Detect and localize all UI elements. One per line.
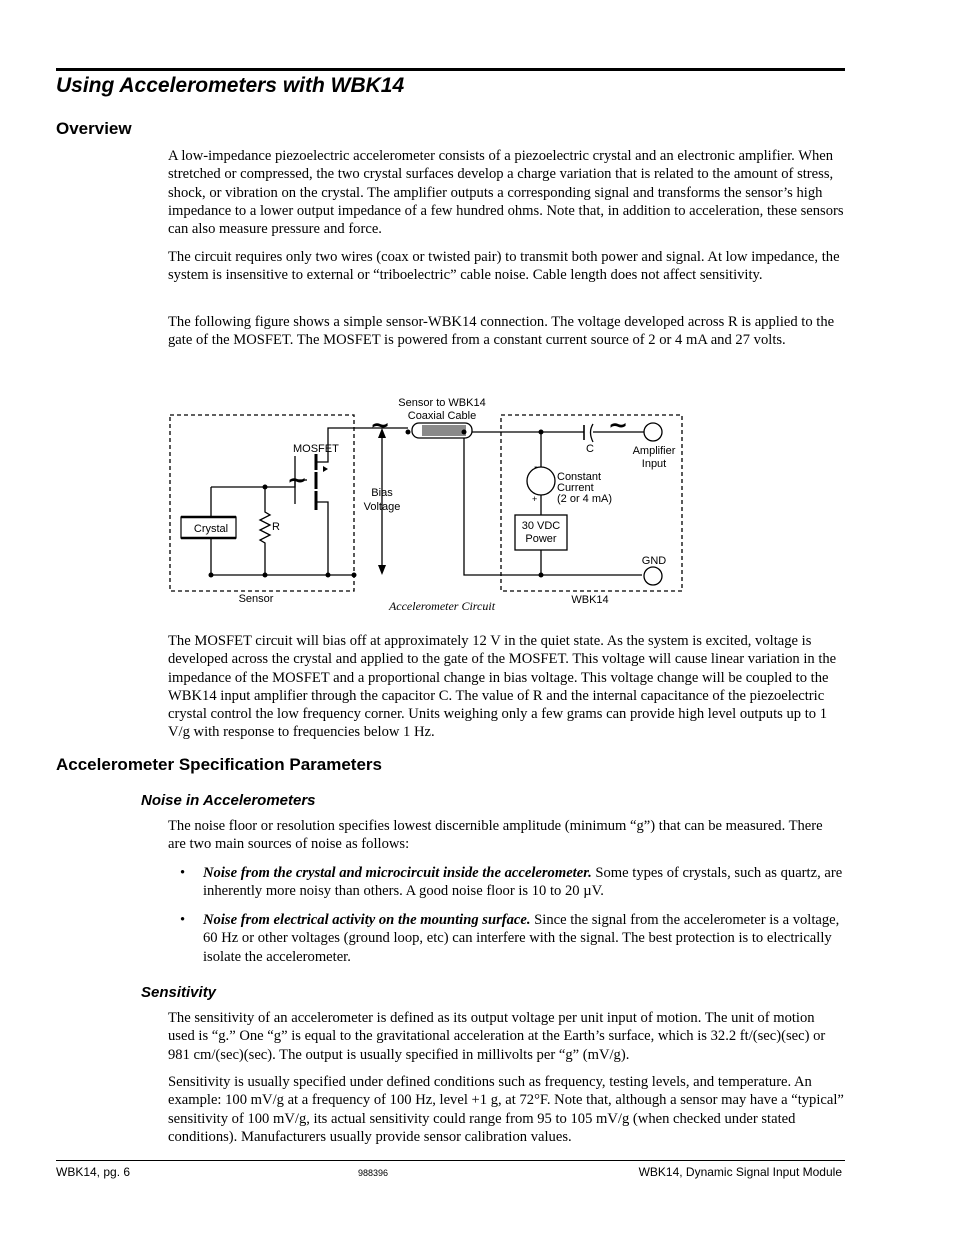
- amplifier-label-line1: Amplifier: [632, 445, 676, 457]
- bullet-symbol: •: [180, 865, 186, 881]
- capacitor-label: C: [586, 443, 594, 455]
- sensitivity-paragraph-2: Sensitivity is usually specified under defined conditions such as frequency, testing levels, and temperature. An example: 100 mV/g at a frequency of 100 Hz, level +1 g, at 72°F. Note that, although a sensor may have a “typical” sensitivity of 100 mV/g, its actual sensitivity could range from 95 to 105 mV/g (when checked under stated conditions). Manufacturers usually provide sensor calibration values.: [168, 1074, 844, 1145]
- sensitivity-paragraph-1: The sensitivity of an accelerometer is defined as its output voltage per unit input of motion. The unit of motion used is “g.” One “g” is equal to the gravitational acceleration at the Earth’s surface, which is 32.2 ft/(sec)(sec) or 981 cm/(sec)(sec). The output is usually specified in millivolts per “g” (mV/g).: [168, 1010, 826, 1063]
- cc-plus-sign: +: [532, 494, 538, 504]
- gnd-terminal: [644, 567, 662, 585]
- overview-paragraph-1: A low-impedance piezoelectric accelerometer consists of a piezoelectric crystal and an electronic amplifier. When stretched or compressed, the two crystal surfaces develop a charge variation that is related to the amount of stress, shock, or vibration on the crystal. The amplifier outputs a corresponding signal and transforms the sensor’s high impedance to a lower output impedance of a few hundred ohms. Note that, in addition to acceleration, these sensors can also measure pressure and force.: [168, 148, 844, 238]
- power-label-line1: 30 VDC: [521, 520, 561, 532]
- ac-signal-tilde-mosfet: ~: [287, 466, 308, 494]
- ac-signal-tilde-output: ~: [608, 411, 629, 439]
- footer-module-title: WBK14, Dynamic Signal Input Module: [638, 1165, 842, 1179]
- footer-document-number: 988396: [358, 1168, 389, 1178]
- bias-label-line1: Bias: [371, 487, 393, 499]
- cc-label-line1: Constant: [557, 471, 602, 483]
- crystal-label: Crystal: [193, 523, 229, 535]
- cable-label-line1: Sensor to WBK14: [398, 397, 486, 409]
- cable-label-line2: Coaxial Cable: [407, 410, 477, 422]
- sensitivity-heading: Sensitivity: [141, 984, 217, 1001]
- wbk14-label: WBK14: [571, 594, 609, 606]
- bullet-lead: Noise from electrical activity on the mounting surface.: [203, 912, 531, 928]
- cc-label-line2: Current: [557, 482, 594, 494]
- noise-heading: Noise in Accelerometers: [141, 792, 316, 809]
- source-wire: [316, 502, 328, 575]
- mosfet-label: MOSFET: [293, 443, 339, 455]
- spec-heading: Accelerometer Specification Parameters: [56, 755, 382, 774]
- overview-paragraph-3: The following figure shows a simple sensor-WBK14 connection. The voltage developed across R is applied to the gate of the MOSFET. The MOSFET is powered from a constant current source of 2 or 4 mA and 27 volts.: [168, 314, 835, 349]
- noise-paragraph: The noise floor or resolution specifies lowest discernible amplitude (minimum “g”) that can be measured. There are two main sources of noise as follows:: [168, 818, 823, 853]
- resistor-label: R: [272, 521, 280, 533]
- bias-label-line2: Voltage: [363, 501, 401, 513]
- sensor-enclosure: [170, 415, 354, 591]
- ac-signal-tilde-cable: ~: [370, 411, 391, 439]
- footer-page-number: WBK14, pg. 6: [56, 1165, 131, 1179]
- overview-heading: Overview: [56, 119, 132, 138]
- coax-shading: [422, 425, 466, 436]
- mosfet-arrow: [323, 466, 328, 472]
- bullet-body: Since the signal from the accelerometer is a voltage, 60 Hz or other voltages (ground loop, etc) can interfere with the signal. The best protection is to electrically isolate the accelerometer.: [203, 912, 840, 965]
- overview-paragraph-4: The MOSFET circuit will bias off at approximately 12 V in the quiet state. As the system is excited, voltage is developed across the crystal and applied to the gate of the MOSFET. This voltage will cause linear variation in the impedance of the MOSFET and a proportional change in bias voltage. This voltage change will be coupled to the WBK14 input amplifier through the capacitor C. The value of R and the internal capacitance of the piezoelectric crystal control the low frequency corner. Units weighing only a few grams can provide high level outputs up to 1 V/g with response to frequencies below 1 Hz.: [168, 633, 837, 741]
- figure-caption: Accelerometer Circuit: [388, 599, 496, 613]
- bullet-body: Some types of crystals, such as quartz, are inherently more noisy than others. A good noise floor is 10 to 20 µV.: [203, 865, 843, 900]
- bottom-rule: [56, 1160, 845, 1161]
- accelerometer-circuit-figure: [160, 390, 700, 620]
- cc-label-line3: (2 or 4 mA): [557, 493, 613, 505]
- page-title: Using Accelerometers with WBK14: [56, 74, 405, 97]
- circuit-diagram: [160, 390, 700, 620]
- bullet-text: [203, 911, 844, 966]
- bullet-text: [203, 864, 844, 901]
- overview-paragraph-2: The circuit requires only two wires (coax or twisted pair) to transmit both power and signal. At low impedance, the system is insensitive to external or “triboelectric” cable noise. Cable length does not affect sensitivity.: [168, 249, 840, 284]
- resistor-r: [260, 487, 270, 575]
- sensor-label: Sensor: [238, 593, 274, 605]
- bullet-symbol: •: [180, 912, 186, 928]
- coax-shield-wire: [464, 438, 541, 575]
- amplifier-input-terminal: [644, 423, 662, 441]
- cc-minus-sign: -: [534, 461, 538, 473]
- bias-arrow-down: [378, 565, 386, 575]
- top-rule: [56, 68, 845, 71]
- constant-current-source: [527, 467, 555, 495]
- power-label-line2: Power: [525, 533, 557, 545]
- amplifier-label-line2: Input: [641, 458, 667, 470]
- capacitor-plate-right: [591, 424, 594, 442]
- gnd-label: GND: [641, 555, 667, 567]
- bullet-lead: Noise from the crystal and microcircuit inside the accelerometer.: [203, 865, 592, 881]
